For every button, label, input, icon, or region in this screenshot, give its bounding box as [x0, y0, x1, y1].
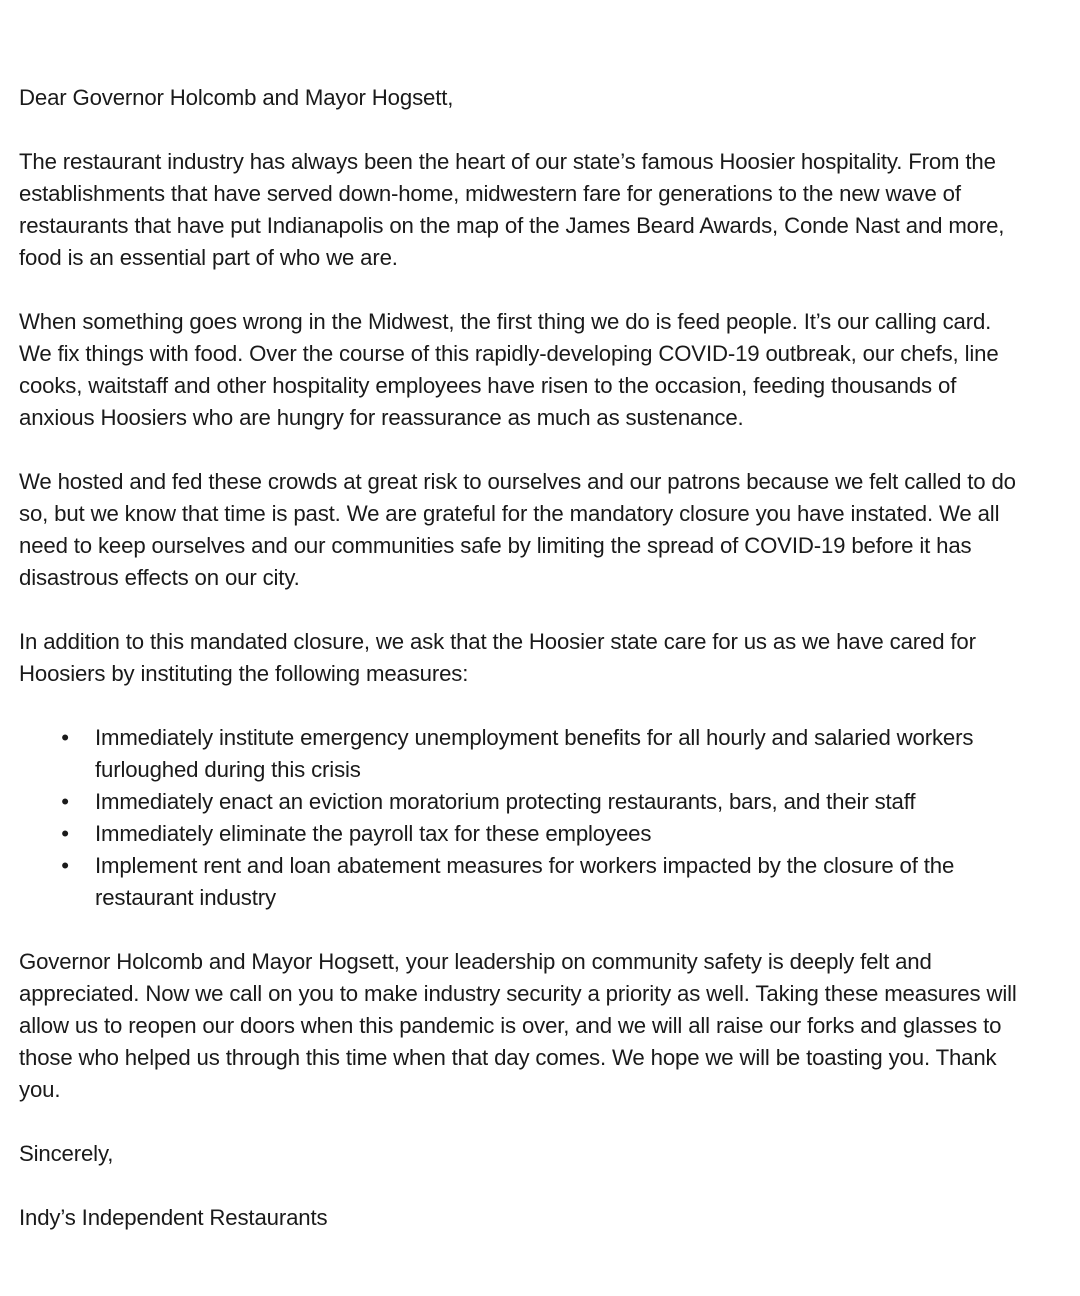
measure-text: Immediately institute emergency unemployment benefits for all hourly and salaried workers furloughed during this crisis [95, 725, 974, 782]
paragraph-closure: We hosted and fed these crowds at great risk to ourselves and our patrons because we felt called to do so, but we know that time is past. We are grateful for the mandatory closure you have instated. We all need to keep ourselves and our communities safe by limiting the spread of COVID-19 before it has disastrous effects on our city. [19, 469, 1016, 590]
salutation: Dear Governor Holcomb and Mayor Hogsett, [19, 85, 454, 110]
measure-text: Implement rent and loan abatement measures for workers impacted by the closure of the restaurant industry [95, 853, 955, 910]
list-item [19, 722, 1024, 786]
measures-list [19, 722, 1024, 914]
list-item [19, 818, 1024, 850]
bullet-icon: • [61, 853, 69, 878]
list-item [19, 786, 1024, 818]
closing: Sincerely, [19, 1141, 114, 1166]
bullet-icon: • [61, 725, 69, 750]
paragraph-request: In addition to this mandated closure, we ask that the Hoosier state care for us as we have cared for Hoosiers by instituting the following measures: [19, 629, 976, 686]
bullet-icon: • [61, 789, 69, 814]
paragraph-intro: The restaurant industry has always been the heart of our state’s famous Hoosier hospitality. From the establishments that have served down-home, midwestern fare for generations to the new wave of restaurants that have put Indianapolis on the map of the James Beard Awards, Conde Nast and more, food is an essential part of who we are. [19, 149, 1005, 270]
list-item [19, 850, 1024, 914]
paragraph-midwest: When something goes wrong in the Midwest, the first thing we do is feed people. It’s our calling card. We fix things with food. Over the course of this rapidly-developing COVID-19 outbreak, our chefs, line cooks, waitstaff and other hospitality employees have risen to the occasion, feeding thousands of anxious Hoosiers who are hungry for reassurance as much as sustenance. [19, 309, 999, 430]
measure-text: Immediately enact an eviction moratorium protecting restaurants, bars, and their staff [95, 789, 916, 814]
signature: Indy’s Independent Restaurants [19, 1205, 328, 1230]
bullet-icon: • [61, 821, 69, 846]
measure-text: Immediately eliminate the payroll tax for these employees [95, 821, 652, 846]
paragraph-conclusion: Governor Holcomb and Mayor Hogsett, your leadership on community safety is deeply felt and appreciated. Now we call on you to make industry security a priority as well. Taking these measures will allow us to reopen our doors when this pandemic is over, and we will all raise our forks and glasses to those who helped us through this time when that day comes. We hope we will be toasting you. Thank you. [19, 949, 1017, 1102]
